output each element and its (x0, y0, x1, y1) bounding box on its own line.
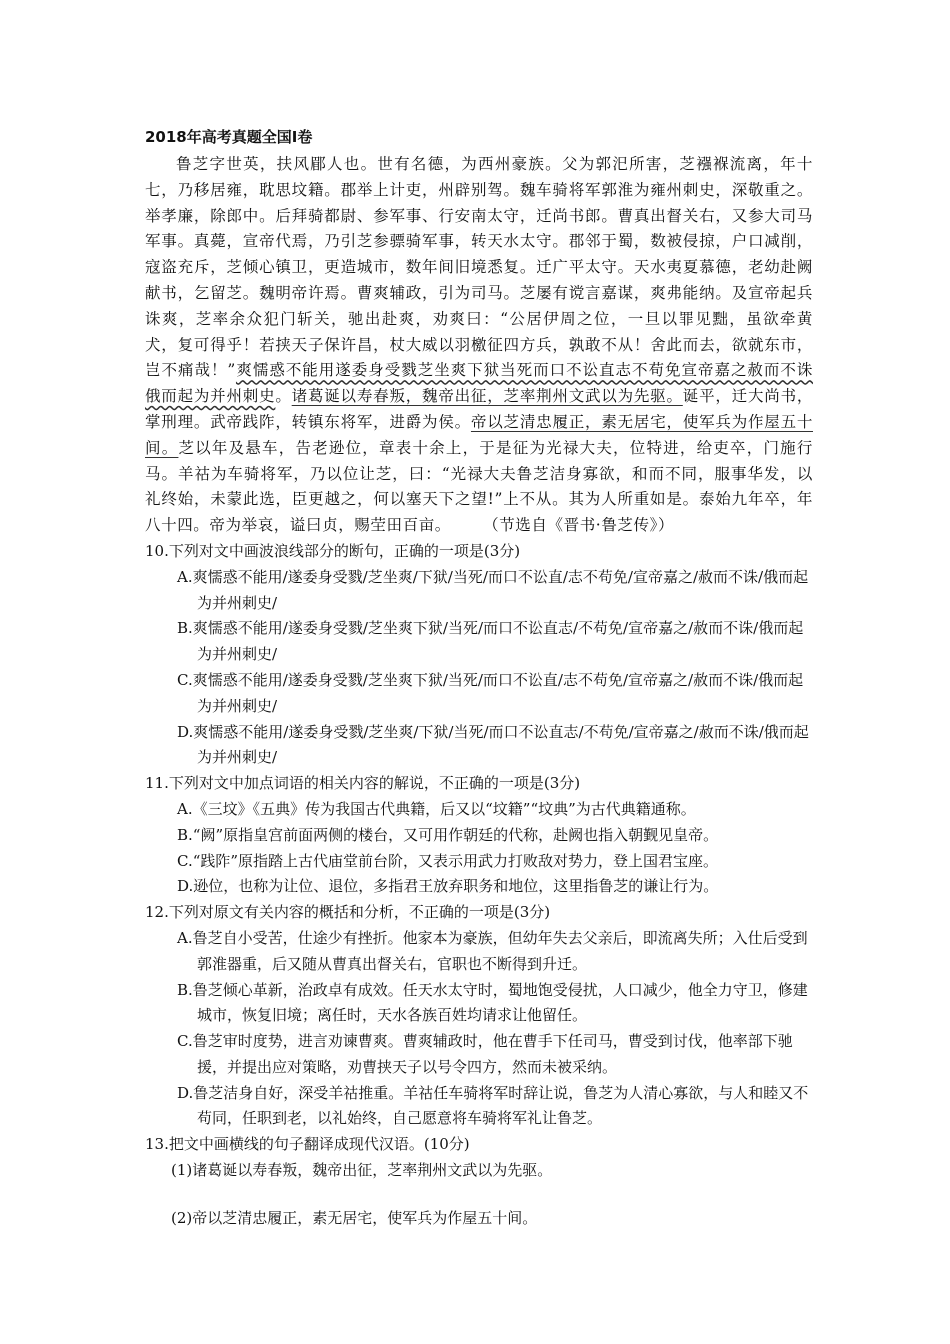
question-10-option-c: C.爽懦惑不能用/遂委身受戮/芝坐爽下狱/当死/而口不讼直/志不苟免/宣帝嘉之/赦而不诛/俄而起为并州刺史/ (177, 670, 804, 715)
question-11-option-b: B.“阙”原指皇宫前面两侧的楼台，又可用作朝廷的代称，赴阙也指入朝觐见皇帝。 (177, 825, 719, 844)
underlined-sentence-1: 诸葛诞以寿春叛，魏帝出征，芝率荆州文武以为先驱。 (291, 387, 683, 406)
question-11-option-c: C.“践阼”原指踏上古代庙堂前台阶，又表示用武力打败敌对势力，登上国君宝座。 (177, 851, 719, 870)
question-10-stem: 10.下列对文中画波浪线部分的断句，正确的一项是(3分) (145, 541, 521, 560)
exam-page (145, 126, 813, 1232)
question-10-option-d: D.爽懦惑不能用/遂委身受戮/芝坐爽/下狱/当死/而口不讼直志/不苟免/宣帝嘉之/赦而不诛/俄而起为并州刺史/ (177, 722, 809, 767)
passage-text-3: 诞平，迁大尚书，掌刑理。武帝践阼，转镇东将军，进爵为侯。 (145, 387, 813, 431)
wavy-underlined-text: 爽懦惑不能用遂委身受戮芝坐爽下狱当死而口不讼直志不苟免宣帝嘉之赦而不诛俄而起为并州刺史 (145, 361, 813, 406)
question-13-stem: 13.把文中画横线的句子翻译成现代汉语。(10分) (145, 1135, 470, 1154)
question-11-option-a: A.《三坟》《五典》传为我国古代典籍，后又以“坟籍”“坟典”为古代典籍通称。 (177, 799, 696, 818)
question-12-option-a: A.鲁芝自小受苦，仕途少有挫折。他家本为豪族，但幼年失去父亲后，即流离失所；入仕后受到郭淮器重，后又随从曹真出督关右，官职也不断得到升迁。 (177, 928, 808, 973)
question-10-option-b: B.爽懦惑不能用/遂委身受戮/芝坐爽下狱/当死/而口不讼直志/不苟免/宣帝嘉之/赦而不诛/俄而起为并州刺史/ (177, 619, 804, 664)
question-13-sentence-1: (1)诸葛诞以寿春叛，魏帝出征，芝率荆州文武以为先驱。 (171, 1161, 553, 1180)
question-12-option-d: D.鲁芝洁身自好，深受羊祜推重。羊祜任车骑将军时辞让说，鲁芝为人清心寡欲，与人和睦又不苟同，任职到老，以礼始终，自己愿意将车骑将军礼让鲁芝。 (177, 1083, 809, 1128)
passage-text-1: 鲁芝字世英，扶风郿人也。世有名德，为西州豪族。父为郭汜所害，芝襁褓流离，年十七，乃移居雍，耽思坟籍。郡举上计吏，州辟别驾。魏车骑将军郭淮为雍州刺史，深敬重之。举孝廉，除郎中。后拜骑都尉、参军事、行安南太守，迁尚书郎。曹真出督关右，又参大司马军事。真薨，宣帝代焉，乃引芝参骠骑军事，转天水太守。郡邻于蜀，数被侵掠，户口减削，寇盗充斥，芝倾心镇卫，更造城市，数年间旧境悉复。迁广平太守。天水夷夏慕德，老幼赴阙献书，乞留芝。魏明帝许焉。曹爽辅政，引为司马。芝屡有谠言嘉谋，爽弗能纳。及宣帝起兵诛爽，芝率余众犯门斩关，驰出赴爽，劝爽曰：“公居伊周之位，一旦以罪见黜，虽欲牵黄犬，复可得乎！若挟天子保许昌，杖大威以羽檄征四方兵，孰敢不从！舍此而去，欲就东市，岂不痛哉！” (145, 155, 813, 380)
passage-source: （节选自《晋书·鲁芝传》） (483, 516, 675, 535)
passage-text-2: 。 (275, 387, 292, 406)
question-12-stem: 12.下列对原文有关内容的概括和分析，不正确的一项是(3分) (145, 903, 551, 922)
underlined-sentence-2: 帝以芝清忠履正，素无居宅，使军兵为作屋五十间。 (145, 412, 813, 457)
question-11-option-d: D.逊位，也称为让位、退位，多指君王放弃职务和地位，这里指鲁芝的谦让行为。 (177, 877, 719, 896)
passage-text-4: 芝以年及悬车，告老逊位，章表十余上，于是征为光禄大夫，位特进，给吏卒，门施行马。羊祜为车骑将军，乃以位让芝，曰：“光禄大夫鲁芝洁身寡欲，和而不同，服事华发，以礼终始，未蒙此选，臣更越之，何以塞天下之望!”上不从。其为人所重如是。泰始九年卒，年八十四。帝为举哀，谥曰贞，赐茔田百亩。 (145, 438, 813, 535)
exam-title: 2018年高考真题全国I卷 (145, 128, 313, 146)
question-13-sentence-2: (2)帝以芝清忠履正，素无居宅，使军兵为作屋五十间。 (171, 1208, 538, 1227)
reading-passage (145, 152, 813, 539)
question-10-option-a: A.爽懦惑不能用/遂委身受戮/芝坐爽/下狱/当死/而口不讼直/志不苟免/宣帝嘉之/赦而不诛/俄而起为并州刺史/ (177, 567, 809, 612)
question-12-option-b: B.鲁芝倾心革新，治政卓有成效。任天水太守时，蜀地饱受侵扰，人口减少，他全力守卫，修建城市，恢复旧境；离任时，天水各族百姓均请求让他留任。 (177, 980, 808, 1025)
question-11-stem: 11.下列对文中加点词语的相关内容的解说，不正确的一项是(3分) (145, 774, 581, 793)
answer-space (145, 1184, 813, 1206)
question-12-option-c: C.鲁芝审时度势，进言劝谏曹爽。曹爽辅政时，他在曹手下任司马，曹受到讨伐，他率部下驰援，并提出应对策略，劝曹挟天子以号令四方，然而未被采纳。 (177, 1032, 793, 1076)
